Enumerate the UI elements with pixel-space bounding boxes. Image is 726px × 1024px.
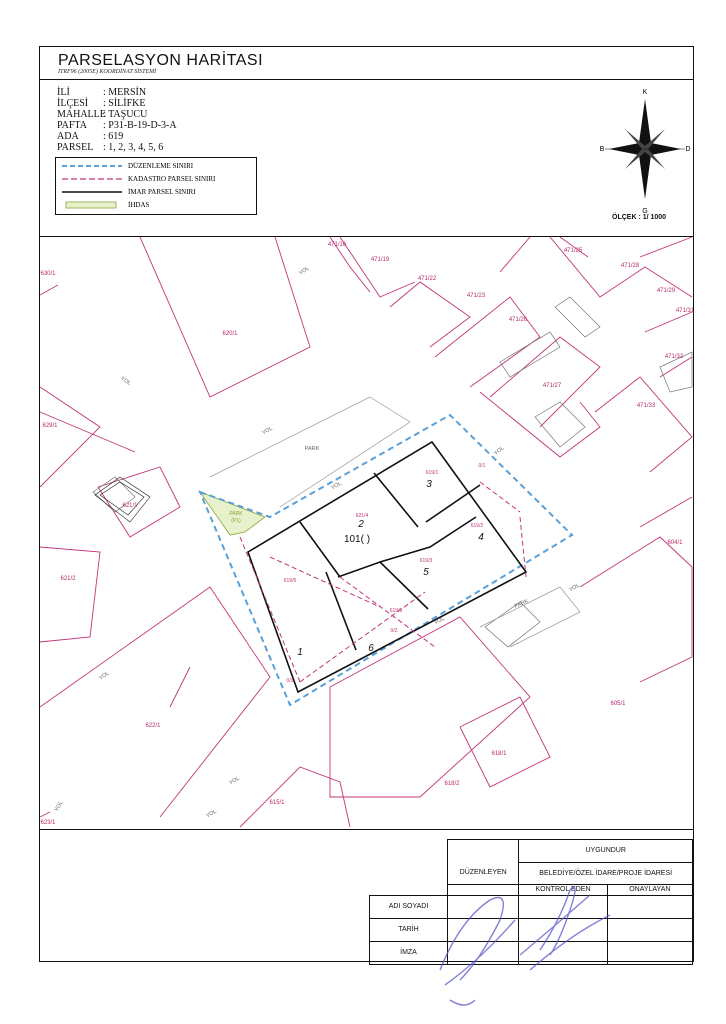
- parcel-label: 604/1: [667, 540, 683, 546]
- parcel-label: 605/1: [610, 701, 626, 707]
- compass-west-label: B: [599, 146, 605, 153]
- parcel-map: [40, 237, 695, 829]
- road-label: YOL: [53, 800, 65, 813]
- authority-header: BELEDİYE/ÖZEL İDARE/PROJE İDARESİ: [519, 862, 693, 884]
- parcel-label: 618/2: [444, 781, 460, 787]
- road-label: YOL: [298, 265, 311, 277]
- compass-east-label: D: [685, 146, 691, 153]
- road-label: YOL: [330, 480, 343, 492]
- legend-item: İMAR PARSEL SINIRI: [56, 186, 196, 198]
- compass-north-label: K: [642, 89, 648, 96]
- old-parcel-label: 0/3: [286, 678, 294, 684]
- signature-cell: [607, 941, 692, 964]
- info-row: İLÇESİ : SİLİFKE: [57, 98, 146, 109]
- compass-south-label: G: [642, 208, 648, 215]
- new-parcel-number: 5: [423, 567, 429, 578]
- parcel-label: 471/25: [563, 248, 583, 254]
- road-label: YOL: [98, 670, 111, 682]
- info-row: PAFTA : P31-B-19-D-3-A: [57, 120, 177, 131]
- new-parcel-number: 6: [368, 643, 374, 654]
- name-cell: [448, 895, 519, 918]
- parcel-label: 471/29: [656, 288, 676, 294]
- old-parcel-label: 621/4: [355, 513, 369, 519]
- row-label: ADI SOYADI: [370, 895, 448, 918]
- legend-item: DÜZENLEME SINIRI: [56, 160, 193, 172]
- name-cell: [519, 895, 607, 918]
- checker-header: KONTROL EDEN: [519, 884, 607, 895]
- prepared-by-header: DÜZENLEYEN: [448, 862, 519, 884]
- new-parcel-number: 1: [297, 647, 303, 658]
- parcel-label: 471/32: [664, 354, 684, 360]
- legend-item: KADASTRO PARSEL SINIRI: [56, 173, 215, 185]
- parcel-label: 615/1: [269, 800, 285, 806]
- parcel-label: 622/1: [145, 723, 161, 729]
- park-label: PARK: [513, 598, 530, 610]
- parcel-label: 471/19: [370, 257, 390, 263]
- scale-label: ÖLÇEK : 1/ 1000: [612, 214, 667, 221]
- info-row: İLİ : MERSİN: [57, 87, 147, 98]
- road-label: YOL: [493, 445, 506, 458]
- row-label: İMZA: [370, 941, 448, 964]
- new-parcel-number: 3: [426, 479, 432, 490]
- signature-cell: [519, 941, 607, 964]
- parcel-label: 471/16: [327, 242, 347, 248]
- parcel-label: 471/22: [417, 276, 437, 282]
- parcel-label: 630/1: [40, 271, 56, 277]
- old-parcel-label: 619/1: [425, 470, 439, 476]
- signature-table: [369, 839, 693, 965]
- ihdas-label: PARK: [229, 511, 243, 517]
- parcel-label: 471/26: [508, 317, 528, 323]
- name-cell: [607, 895, 692, 918]
- old-parcel-label: 0/2: [390, 628, 398, 634]
- legend: [55, 157, 257, 215]
- parcel-info: [57, 87, 177, 153]
- title-bar: [40, 47, 693, 80]
- parcel-label: 623/1: [40, 820, 56, 826]
- date-cell: [607, 918, 692, 941]
- parcel-label: 471/31: [675, 308, 695, 314]
- parcel-label: 471/23: [466, 293, 486, 299]
- parcel-label: 629/1: [42, 423, 58, 429]
- info-row: ADA : 619: [57, 131, 124, 142]
- road-label: YOL: [205, 808, 218, 820]
- old-parcel-label: 619/6: [389, 608, 403, 614]
- old-parcel-label: 619/5: [283, 578, 297, 584]
- old-parcel-label: 619/3: [419, 558, 433, 564]
- dashed-line-swatch: [62, 164, 122, 168]
- dashed-line-swatch: [62, 177, 122, 181]
- solid-line-swatch: [62, 190, 122, 194]
- park-label: PARK: [304, 446, 320, 452]
- map-sheet: [39, 46, 694, 962]
- new-parcel-number: 2: [358, 519, 364, 530]
- ihdas-label: (P1): [231, 518, 241, 524]
- date-cell: [448, 918, 519, 941]
- road-label: YOL: [433, 615, 446, 627]
- info-row: MAHALLE : TAŞUCU: [57, 109, 148, 120]
- parcel-label: 621/1: [122, 503, 138, 509]
- approved-header: UYGUNDUR: [519, 840, 693, 863]
- parcel-label: 471/33: [636, 403, 656, 409]
- fill-swatch: [62, 201, 122, 209]
- compass-rose-icon: [595, 85, 695, 235]
- signature-cell: [448, 941, 519, 964]
- coordinate-system: ITRF96 (2005E) KOORDİNAT SİSTEMİ: [58, 69, 157, 75]
- old-parcel-label: 619/2: [470, 523, 484, 529]
- legend-item: İHDAS: [56, 199, 149, 211]
- parcel-label: 621/2: [60, 576, 76, 582]
- road-label: YOL: [228, 775, 241, 787]
- road-label: YOL: [261, 425, 274, 437]
- divider: [40, 829, 693, 830]
- page-title: PARSELASYON HARİTASI: [58, 52, 264, 69]
- road-label: YOL: [119, 375, 132, 387]
- imar-parcels: [248, 442, 526, 692]
- approver-header: ONAYLAYAN: [607, 884, 692, 895]
- info-row: PARSEL : 1, 2, 3, 4, 5, 6: [57, 142, 164, 153]
- parcel-label: 471/28: [620, 263, 640, 269]
- parcel-label: 620/1: [222, 331, 238, 337]
- road-label: YOL: [568, 582, 581, 594]
- block-label: 101( ): [343, 534, 371, 545]
- new-parcel-number: 4: [478, 532, 484, 543]
- date-cell: [519, 918, 607, 941]
- parcel-label: 618/1: [491, 751, 507, 757]
- row-label: TARİH: [370, 918, 448, 941]
- old-parcel-label: 0/1: [478, 463, 486, 469]
- parcel-label: 471/27: [542, 383, 562, 389]
